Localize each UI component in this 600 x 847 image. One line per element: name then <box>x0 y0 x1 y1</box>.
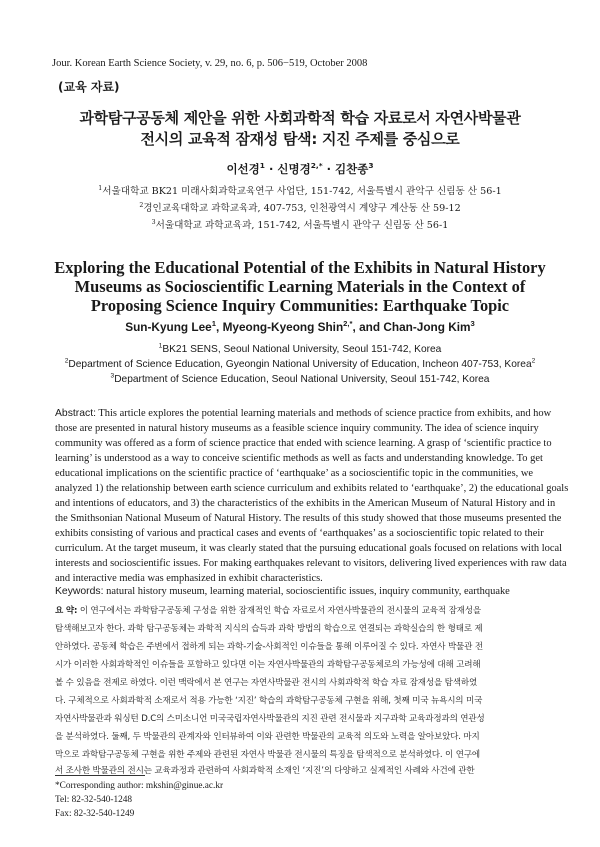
affiliation-text: BK21 SENS, Seoul National University, Seoul 151-742, Korea <box>162 344 442 355</box>
affiliation-sup: 1 <box>98 184 103 192</box>
korean-affiliation-2 <box>0 200 600 214</box>
korean-author-sup: 1 <box>259 161 265 171</box>
english-title-line-2: Museums as Socioscientific Learning Materials in the Context of <box>74 277 526 296</box>
author-joiner: , <box>216 320 223 334</box>
corresponding-author-note: *Corresponding author: mkshin@ginue.ac.kr <box>55 781 224 791</box>
korean-summary-line: 볼 수 있음을 전제로 하였다. 이런 맥락에서 본 연구는 자연사박물관 전시의 사회과학적 학습 자료 잠재성을 탐색하였 <box>55 678 478 688</box>
author-separator: · <box>322 162 336 176</box>
abstract-line: analyzed 1) the relationship between earth science curriculum and exhibits related to ‘earthquake’, 2) the educational goals <box>55 483 569 494</box>
fax-note: Fax: 82-32-540-1249 <box>55 809 135 819</box>
affiliation-text: 서울대학교 과학교육과, 151-742, 서울특별시 관악구 신림동 산 56-1 <box>155 220 449 231</box>
korean-summary-line: 막으로 과학탐구공동체 구현을 위한 주제와 관련된 자연사 박물관 전시물의 특징을 탐색적으로 분석하였다. 이 연구에 <box>55 750 481 760</box>
korean-author-name: 김찬종 <box>335 162 369 176</box>
affiliation-sup: 3 <box>110 372 115 380</box>
korean-summary-line: 다. 구체적으로 사회과학적 소재로서 적용 가능한 ‘지진’ 학습의 과학탐구공동체 구현을 위해, 첫째 미국 뉴욕시의 미국 <box>55 696 483 706</box>
english-title-line-3: Proposing Science Inquiry Communities: Earthquake Topic <box>90 296 510 315</box>
affiliation-text: Department of Science Education, Gyeongin National University of Education, Incheon 407-753, Korea <box>68 359 532 370</box>
korean-summary-text: 이 연구에서는 과학탐구공동체 구성을 위한 잠재적인 학습 자료로서 자연사박물관의 전시물의 교육적 잠재성을 <box>77 606 482 616</box>
abstract-line: interests and socioscientific issues. For making earthquakes relevant to visitors, delivering lived experiences with raw data <box>55 558 567 569</box>
affiliation-sup: 1 <box>158 342 163 350</box>
english-affiliation-3 <box>0 374 600 385</box>
affiliation-text: 서울대학교 BK21 미래사회과학교육연구 사업단, 151-742, 서울특별시 관악구 신림동 산 56-1 <box>102 186 502 197</box>
korean-summary-line: 자연사박물관과 워싱턴 D.C의 스미소니언 미국국립자연사박물관의 지진 관련 전시물과 지구과학 교육과정과의 연관성 <box>55 714 485 724</box>
affiliation-text: 경인교육대학교 과학교육과, 407-753, 인천광역시 계양구 계산동 산 59-12 <box>143 203 461 214</box>
english-author-sup: 1 <box>211 319 216 329</box>
affiliation-sup: 2 <box>531 357 536 365</box>
korean-summary-line: 시가 이러한 사회과학적인 이슈들을 포함하고 있다면 이는 자연사박물관의 과학탐구공동체로의 가능성에 대해 고려해 <box>55 660 481 670</box>
telephone-note: Tel: 82-32-540-1248 <box>55 795 133 805</box>
affiliation-sup: 3 <box>151 218 156 226</box>
korean-author-name: 신명경 <box>277 162 311 176</box>
affiliation-sup: 2 <box>64 357 69 365</box>
english-title-line-1: Exploring the Educational Potential of the Exhibits in Natural History <box>54 258 546 277</box>
korean-author-name: 이선경 <box>226 162 260 176</box>
korean-summary-line: 을 분석하였다. 둘째, 두 박물관의 관계자와 인터뷰하여 이와 관련한 박물관의 교육적 의도와 노력을 알아보았다. 마지 <box>55 732 480 742</box>
abstract-line: curriculum. At the target museum, it was clearly stated that the pursuing educational goals focused on relations with local <box>55 543 563 554</box>
english-author-sup: 2,* <box>343 319 353 329</box>
journal-citation: Jour. Korean Earth Science Society, v. 29, no. 6, p. 506−519, October 2008 <box>52 58 368 69</box>
article-type-label: (교육 자료) <box>58 80 120 94</box>
author-separator: · <box>264 162 278 176</box>
keywords-label: Keywords: <box>55 586 104 597</box>
author-joiner: , and <box>352 320 384 334</box>
korean-author-sup: 2,* <box>310 161 323 171</box>
affiliation-sup: 2 <box>139 201 144 209</box>
english-author-name: Chan-Jong Kim <box>383 320 471 334</box>
abstract-line: the Smithsonian National Museum of Natural History. The results of this study showed that those museums presented the <box>55 513 562 524</box>
korean-affiliation-1 <box>0 183 600 197</box>
abstract-text: This article explores the potential learning materials and methods of science practice from exhibits, and how <box>96 408 552 419</box>
abstract-label: Abstract: <box>55 408 96 419</box>
footnote-divider <box>55 775 145 776</box>
english-author-name: Sun-Kyung Lee <box>125 320 212 334</box>
korean-summary-label: 요 약: <box>55 606 78 616</box>
abstract-line: educational implications on the scientific practice of ‘earthquake’ as a socioscientific topic in the communities, we <box>55 468 534 479</box>
korean-summary-line: 안하였다. 공동체 학습은 주변에서 접하게 되는 과학-기술-사회적인 이슈들을 통해 이루어질 수 있다. 자연사 박물관 전 <box>55 642 483 652</box>
abstract-line: learning’ is understood as a way to conceive scientific methods as well as facts and understanding knowledge. To get <box>55 453 543 464</box>
abstract-line: exhibits consisting of various and practical cases and events of ‘earthquakes’ as a socioscientific topic related to their <box>55 528 544 539</box>
english-affiliation-1 <box>0 344 600 355</box>
keywords-line <box>55 586 510 597</box>
abstract-line: those are presented in natural history museums as a feasible science inquiry community. The idea of science inquiry <box>55 423 539 434</box>
english-author-list <box>0 320 600 334</box>
korean-author-list <box>0 161 600 177</box>
abstract-line: and interactive media was emphasized in exhibit characteristics. <box>55 573 323 584</box>
abstract-line: community was offered as a form of science practice that ended with science learning. A grasp of ‘scientific practice to <box>55 438 552 449</box>
korean-author-sup: 3 <box>368 161 374 171</box>
korean-summary-line: 서 조사한 박물관의 전시는 교육과정과 관련하여 사회과학적 소재인 ‘지진’의 다양하고 실제적인 사례와 사건에 관한 <box>55 766 475 776</box>
korean-summary-line <box>55 604 481 616</box>
english-affiliation-2 <box>0 359 600 370</box>
english-author-sup: 3 <box>470 319 475 329</box>
abstract-line: and intentions of educators, and 3) the characteristics of the exhibits in the American Museum of Natural History and in <box>55 498 556 509</box>
korean-summary-line: 탐색해보고자 한다. 과학 탐구공동체는 과학적 지식의 습득과 과학 방법의 학습으로 연결되는 과학실습의 한 형태로 제 <box>55 624 483 634</box>
english-author-name: Myeong-Kyeong Shin <box>222 320 344 334</box>
korean-title-line-1: 과학탐구공동체 제안을 위한 사회과학적 학습 자료로서 자연사박물관 <box>79 109 521 127</box>
korean-title-line-2: 전시의 교육적 잠재성 탐색: 지진 주제를 중심으로 <box>140 130 460 148</box>
affiliation-text: Department of Science Education, Seoul National University, Seoul 151-742, Korea <box>114 374 490 385</box>
keywords-text: natural history museum, learning material, socioscientific issues, inquiry community, earthquake <box>103 586 510 597</box>
korean-affiliation-3 <box>0 217 600 231</box>
abstract-line <box>55 408 551 419</box>
